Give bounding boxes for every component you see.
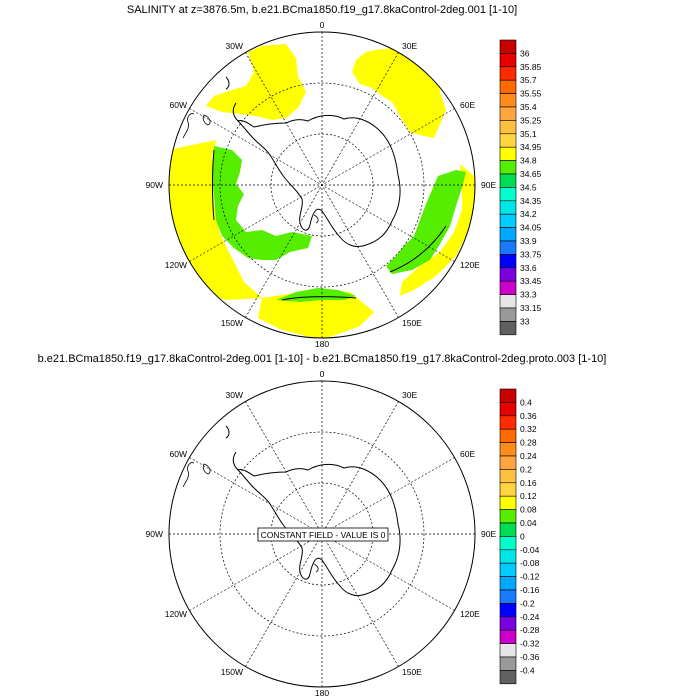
bottom-title: b.e21.BCma1850.f19_g17.8kaControl-2deg.001 [1-10] - b.e21.BCma1850.f19_g17.8kaControl-2deg.proto.003 [1-10] [37,353,607,365]
colorbar-box [500,670,516,683]
colorbar-box [500,40,516,53]
colorbar-box [500,402,516,415]
colorbar-box [500,214,516,227]
green-region-e [386,170,466,274]
colorbar-box [500,254,516,267]
colorbar-label: 33 [520,316,530,327]
lon-30w: 30W [225,41,243,51]
colorbar-label: -0.32 [520,638,540,649]
colorbar-label: -0.12 [520,571,540,582]
colorbar-box [500,496,516,509]
colorbar-box [500,201,516,214]
lon-0: 0 [319,369,325,379]
lon-150w: 150W [220,667,243,677]
colorbar-label: 34.05 [520,222,542,233]
colorbar-box [500,147,516,160]
colorbar-box [500,187,516,200]
colorbar-box [500,80,516,93]
colorbar-label: 36 [520,48,530,59]
colorbar-box [500,590,516,603]
colorbar-box [500,120,516,133]
colorbar-box [500,107,516,120]
lon-30e: 30E [402,390,418,400]
bottom-colorbar [500,389,540,684]
lon-120w: 120W [164,609,187,619]
colorbar-box [500,161,516,174]
colorbar-label: -0.4 [520,665,535,676]
lon-30w: 30W [225,390,243,400]
colorbar-label: 0.16 [520,477,537,488]
top-salinity-field [166,44,476,340]
colorbar-label: 34.35 [520,195,542,206]
colorbar-box [500,416,516,429]
colorbar-box [500,268,516,281]
colorbar-label: 33.6 [520,262,537,273]
colorbar-label: 34.65 [520,169,542,179]
colorbar-box [500,630,516,643]
lon-90e: 90E [481,180,497,190]
lon-120w: 120W [164,260,187,270]
lon-120e: 120E [460,260,480,270]
colorbar-label: -0.28 [520,625,540,636]
constant-field-label: CONSTANT FIELD - VALUE IS 0 [260,530,386,540]
colorbar-box [500,308,516,321]
colorbar-label: 33.9 [520,236,537,246]
colorbar-box [500,469,516,482]
lon-150e: 150E [402,667,422,677]
lon-60e: 60E [460,449,476,459]
colorbar-box [500,563,516,576]
lon-90e: 90E [481,529,497,539]
colorbar-box [500,603,516,616]
colorbar-label: -0.04 [520,544,540,555]
colorbar-label: 35.55 [520,88,542,99]
colorbar-box [500,550,516,563]
colorbar-box [500,389,516,402]
colorbar-label: 35.1 [520,128,537,139]
lon-0: 0 [319,20,325,30]
colorbar-label: -0.16 [520,585,540,595]
colorbar-label: 33.15 [520,303,542,313]
colorbar-label: 35.4 [520,102,537,112]
colorbar-label: 0.08 [520,504,537,515]
colorbar-label: 0.12 [520,491,537,502]
colorbar-box [500,657,516,670]
colorbar-box [500,228,516,241]
colorbar-label: -0.24 [520,611,540,622]
colorbar-label: 0.4 [520,397,532,408]
colorbar-box [500,510,516,523]
colorbar-label: 34.8 [520,155,537,166]
lon-90w: 90W [145,180,163,190]
colorbar-box [500,241,516,254]
colorbar-label: 35.7 [520,75,537,86]
colorbar-label: 33.3 [520,289,537,300]
lon-60e: 60E [460,100,476,110]
colorbar-box [500,483,516,496]
colorbar-label: -0.36 [520,652,540,662]
colorbar-box [500,53,516,66]
colorbar-label: 35.25 [520,115,542,126]
colorbar-label: 34.5 [520,182,537,193]
colorbar-box [500,67,516,80]
colorbar-label: 33.75 [520,249,542,260]
colorbar-label: 0.28 [520,437,537,448]
colorbar-label: 34.95 [520,142,542,153]
colorbar-box [500,134,516,147]
colorbar-box [500,617,516,630]
bottom-antarctica-coastline [203,426,400,596]
colorbar-label: -0.2 [520,598,535,609]
colorbar-label: 35.85 [520,61,542,72]
colorbar-label: 0.04 [520,518,537,528]
green-region-w [212,146,312,260]
colorbar-box [500,174,516,187]
colorbar-box [500,644,516,657]
colorbar-box [500,321,516,334]
lon-150e: 150E [402,318,422,328]
lon-120e: 120E [460,609,480,619]
colorbar-box [500,429,516,442]
bottom-panel [38,353,607,698]
colorbar-label: 0.36 [520,410,537,421]
colorbar-label: 34.2 [520,209,537,220]
colorbar-label: 0.24 [520,451,537,461]
colorbar-label: 0 [520,531,525,542]
colorbar-label: 33.45 [520,276,542,287]
yellow-region-ne [352,45,446,138]
lon-30e: 30E [402,41,418,51]
top-colorbar [500,40,542,335]
lon-180: 180 [314,688,330,698]
colorbar-label: 0.32 [520,424,537,435]
lon-180: 180 [314,339,330,349]
top-panel [127,4,542,349]
yellow-region-nw [206,44,306,120]
lon-60w: 60W [169,100,187,110]
colorbar-box [500,523,516,536]
lon-60w: 60W [169,449,187,459]
lon-150w: 150W [220,318,243,328]
top-title: SALINITY at z=3876.5m, b.e21.BCma1850.f19_g17.8kaControl-2deg.001 [1-10] [126,4,518,16]
colorbar-box [500,536,516,549]
colorbar-box [500,295,516,308]
colorbar-box [500,456,516,469]
colorbar-box [500,443,516,456]
colorbar-box [500,94,516,107]
colorbar-box [500,281,516,294]
lon-90w: 90W [145,529,163,539]
colorbar-label: 0.2 [520,464,532,475]
colorbar-label: -0.08 [520,558,540,569]
colorbar-box [500,577,516,590]
